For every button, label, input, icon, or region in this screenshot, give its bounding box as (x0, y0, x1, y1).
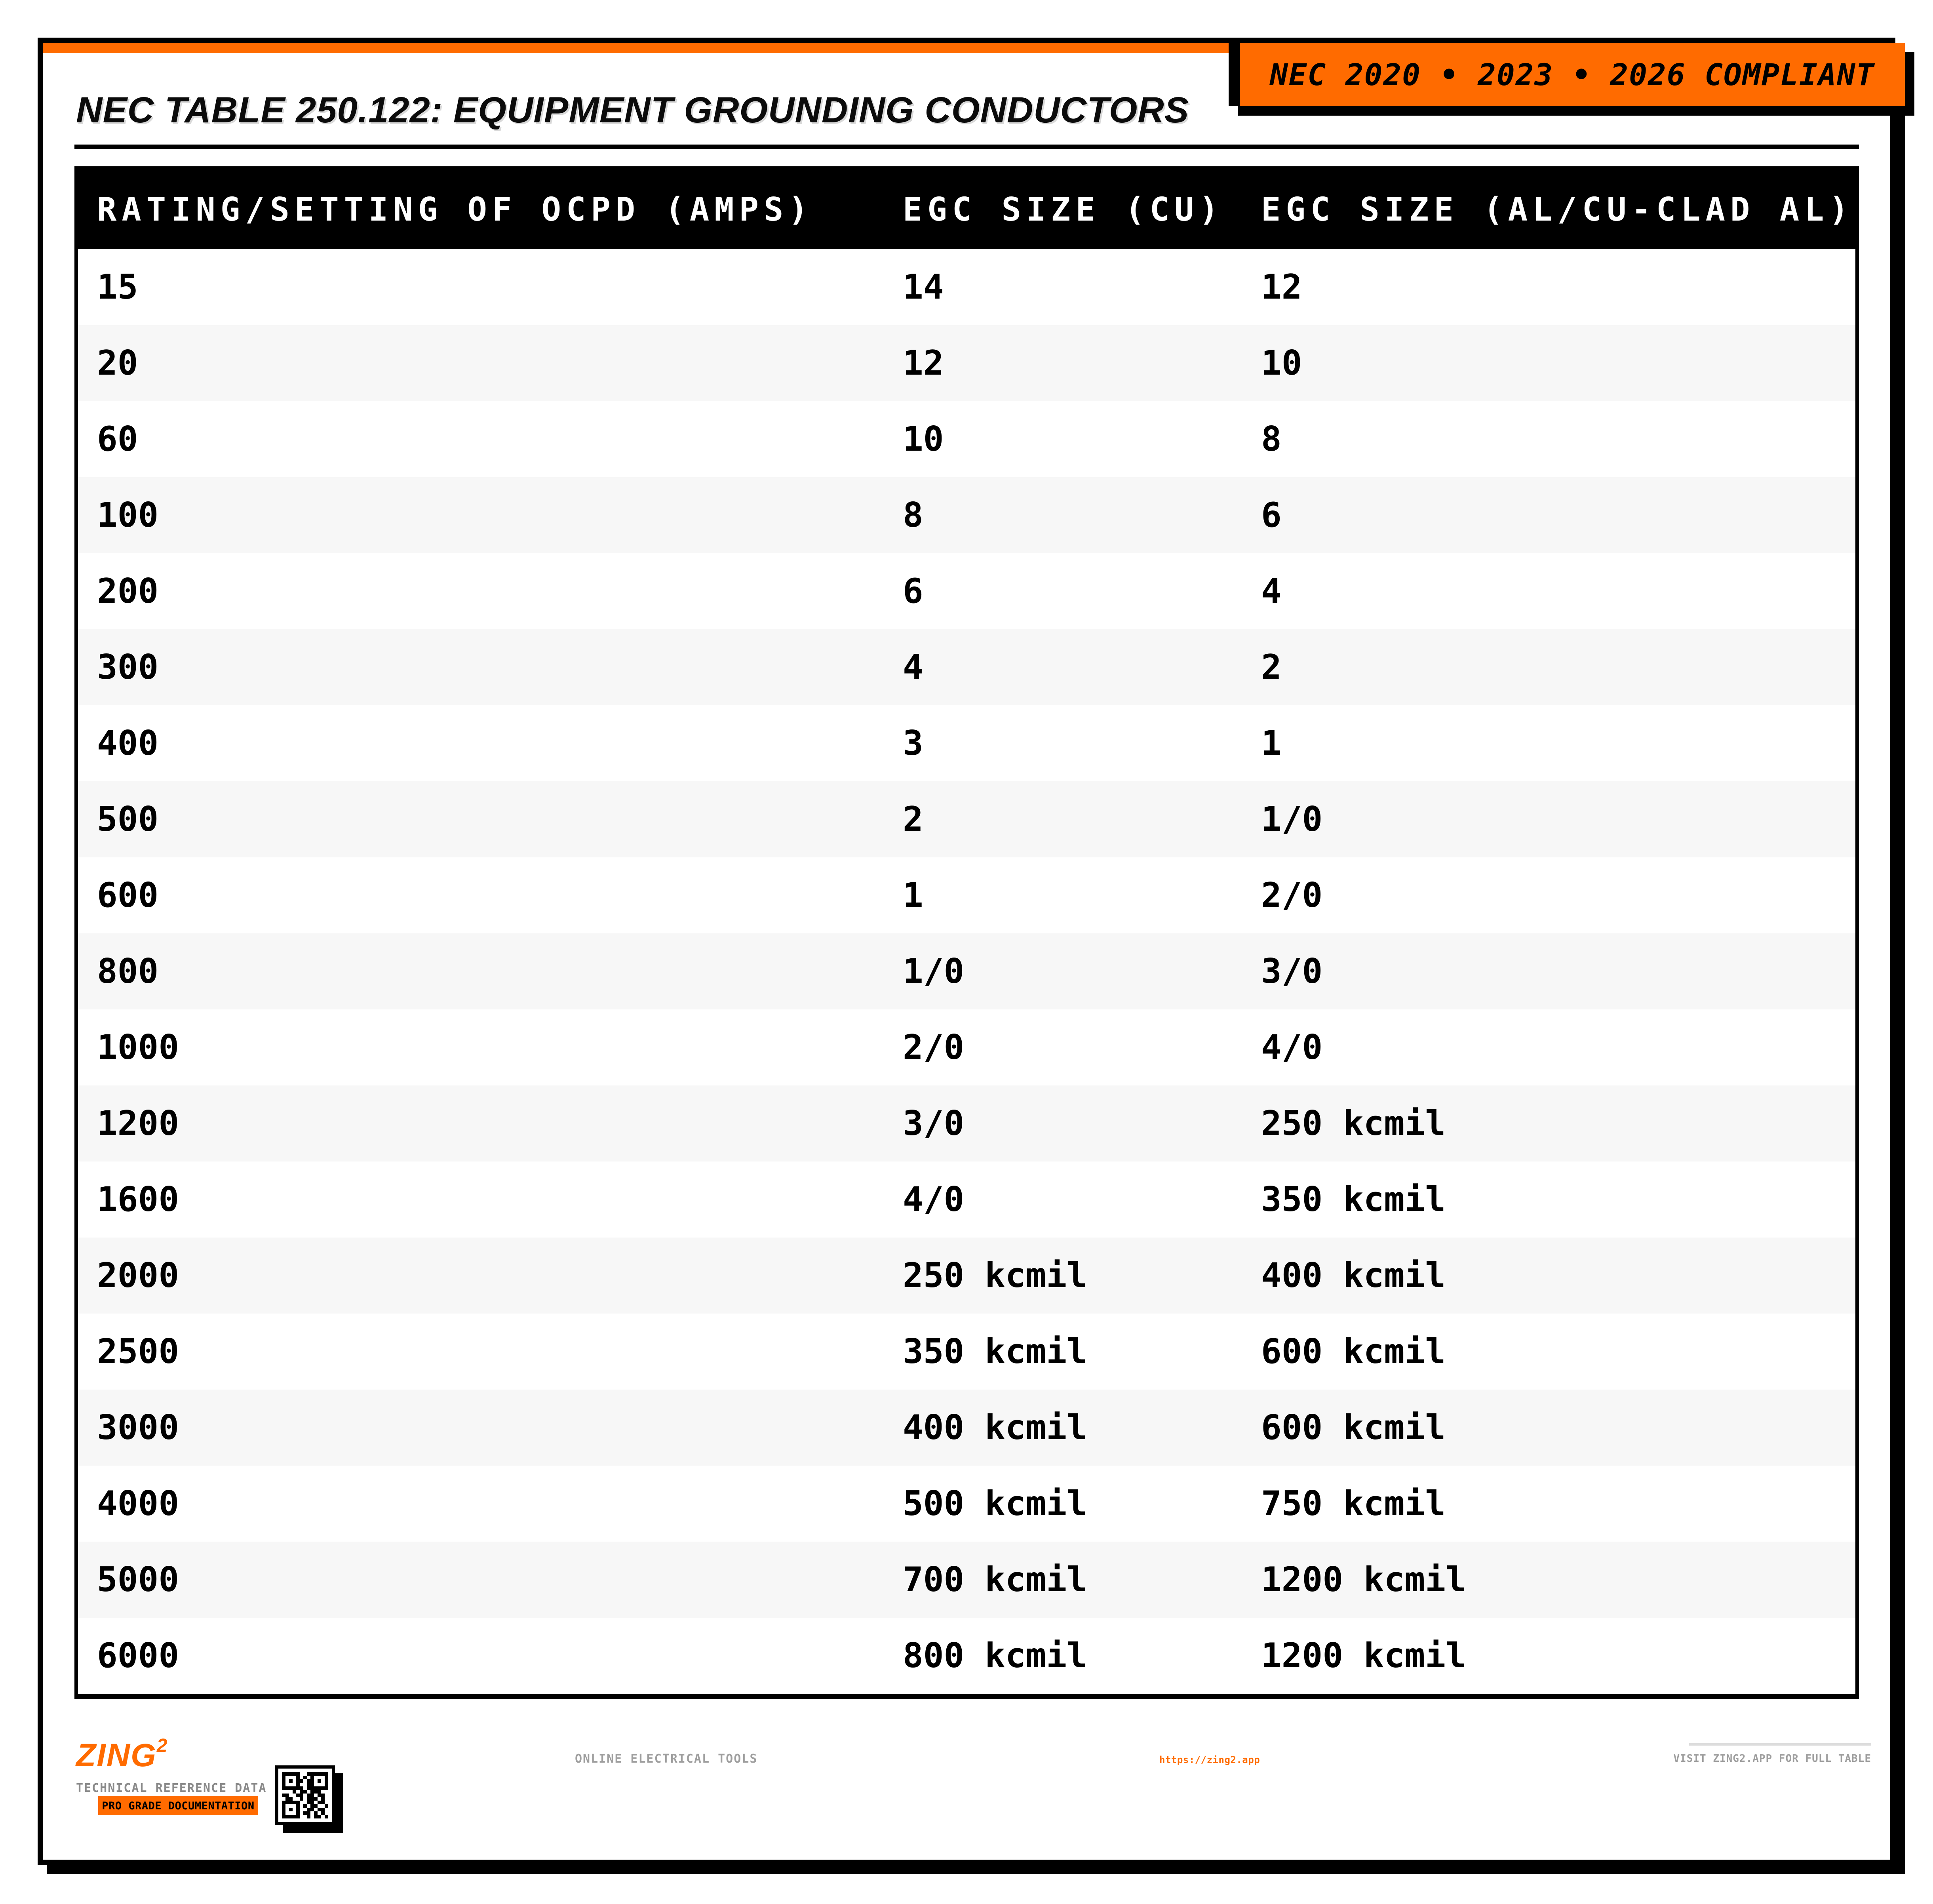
table-row (78, 933, 1855, 1009)
column-header-egc-cu: EGC SIZE (CU) (903, 190, 1224, 228)
egc-al-cell: 1 (1261, 724, 1282, 763)
table-row (78, 781, 1855, 857)
site-url-link[interactable]: https://zing2.app (1159, 1754, 1260, 1765)
egc-al-cell: 250 kcmil (1261, 1104, 1446, 1143)
egc-al-cell: 350 kcmil (1261, 1180, 1446, 1219)
column-header-egc-al: EGC SIZE (AL/CU-CLAD AL) (1261, 190, 1854, 228)
ocpd-rating-cell: 60 (97, 419, 138, 459)
egc-cu-cell: 4 (903, 647, 923, 687)
ocpd-rating-cell: 200 (97, 571, 159, 611)
table-row (78, 1466, 1855, 1542)
egc-al-cell: 4/0 (1261, 1028, 1323, 1067)
ocpd-rating-cell: 500 (97, 800, 159, 839)
ocpd-rating-cell: 400 (97, 724, 159, 763)
table-row (78, 629, 1855, 705)
ocpd-rating-cell: 1600 (97, 1180, 179, 1219)
table-row (78, 1161, 1855, 1238)
egc-cu-cell: 3/0 (903, 1104, 965, 1143)
ocpd-rating-cell: 300 (97, 647, 159, 687)
footer-right-text: VISIT ZING2.APP FOR FULL TABLE (1673, 1753, 1871, 1765)
ocpd-rating-cell: 6000 (97, 1636, 179, 1676)
brand-logo (76, 1737, 168, 1774)
egc-cu-cell: 400 kcmil (903, 1408, 1087, 1447)
column-header-ocpd-rating: RATING/SETTING OF OCPD (AMPS) (97, 190, 813, 228)
egc-cu-cell: 2 (903, 800, 923, 839)
egc-al-cell: 1/0 (1261, 800, 1323, 839)
table-row (78, 857, 1855, 933)
egc-cu-cell: 6 (903, 571, 923, 611)
ocpd-rating-cell: 15 (97, 267, 138, 307)
table-row (78, 1085, 1855, 1161)
egc-al-cell: 1200 kcmil (1261, 1560, 1466, 1599)
compliance-badge-label: NEC 2020 • 2023 • 2026 COMPLIANT (1269, 57, 1875, 92)
page-title: NEC TABLE 250.122: EQUIPMENT GROUNDING CONDUCTORS (76, 90, 1189, 130)
table-row (78, 1390, 1855, 1466)
table-row (78, 477, 1855, 553)
table-row (78, 553, 1855, 629)
egc-cu-cell: 800 kcmil (903, 1636, 1087, 1676)
egc-cu-cell: 14 (903, 267, 944, 307)
ocpd-rating-cell: 1200 (97, 1104, 179, 1143)
egc-al-cell: 400 kcmil (1261, 1256, 1446, 1295)
table-row (78, 401, 1855, 477)
egc-al-cell: 600 kcmil (1261, 1332, 1446, 1371)
ocpd-rating-cell: 1000 (97, 1028, 179, 1067)
reference-card (38, 38, 1895, 1865)
egc-al-cell: 8 (1261, 419, 1282, 459)
egc-cu-cell: 4/0 (903, 1180, 965, 1219)
egc-cu-cell: 700 kcmil (903, 1560, 1087, 1599)
table-row (78, 1618, 1855, 1694)
egc-cu-cell: 12 (903, 343, 944, 383)
footer-right-block (1673, 1743, 1871, 1765)
qr-code-pattern (282, 1772, 328, 1818)
footer-tagline: TECHNICAL REFERENCE DATA (76, 1781, 267, 1795)
qr-code (275, 1765, 335, 1825)
ocpd-rating-cell: 3000 (97, 1408, 179, 1447)
table-row (78, 1009, 1855, 1085)
egc-al-cell: 2 (1261, 647, 1282, 687)
egc-al-cell: 12 (1261, 267, 1302, 307)
ocpd-rating-cell: 20 (97, 343, 138, 383)
egc-cu-cell: 1 (903, 876, 923, 915)
ocpd-rating-cell: 2500 (97, 1332, 179, 1371)
egc-cu-cell: 500 kcmil (903, 1484, 1087, 1523)
ocpd-rating-cell: 2000 (97, 1256, 179, 1295)
egc-cu-cell: 2/0 (903, 1028, 965, 1067)
egc-al-cell: 1200 kcmil (1261, 1636, 1466, 1676)
table-row (78, 705, 1855, 781)
table-body (78, 249, 1855, 1694)
egc-al-cell: 600 kcmil (1261, 1408, 1446, 1447)
egc-cu-cell: 3 (903, 724, 923, 763)
pro-grade-badge-label: PRO GRADE DOCUMENTATION (102, 1799, 255, 1812)
brand-text: ZING (76, 1737, 157, 1773)
ocpd-rating-cell: 4000 (97, 1484, 179, 1523)
ocpd-rating-cell: 100 (97, 495, 159, 535)
table-header-row (78, 170, 1855, 249)
egc-al-cell: 4 (1261, 571, 1282, 611)
pro-grade-badge (98, 1796, 258, 1815)
egc-table (74, 166, 1859, 1699)
egc-cu-cell: 250 kcmil (903, 1256, 1087, 1295)
footer-center-text: ONLINE ELECTRICAL TOOLS (575, 1752, 758, 1766)
egc-al-cell: 750 kcmil (1261, 1484, 1446, 1523)
table-row (78, 1238, 1855, 1314)
egc-cu-cell: 8 (903, 495, 923, 535)
table-row (78, 249, 1855, 325)
table-row (78, 1542, 1855, 1618)
egc-cu-cell: 350 kcmil (903, 1332, 1087, 1371)
ocpd-rating-cell: 800 (97, 952, 159, 991)
ocpd-rating-cell: 600 (97, 876, 159, 915)
egc-al-cell: 10 (1261, 343, 1302, 383)
egc-al-cell: 3/0 (1261, 952, 1323, 991)
table-row (78, 325, 1855, 401)
egc-al-cell: 2/0 (1261, 876, 1323, 915)
title-divider (74, 145, 1859, 149)
footer-right-divider (1689, 1743, 1871, 1746)
egc-al-cell: 6 (1261, 495, 1282, 535)
egc-cu-cell: 1/0 (903, 952, 965, 991)
compliance-badge (1229, 43, 1905, 106)
table-row (78, 1314, 1855, 1390)
egc-cu-cell: 10 (903, 419, 944, 459)
ocpd-rating-cell: 5000 (97, 1560, 179, 1599)
brand-superscript: 2 (156, 1735, 168, 1756)
